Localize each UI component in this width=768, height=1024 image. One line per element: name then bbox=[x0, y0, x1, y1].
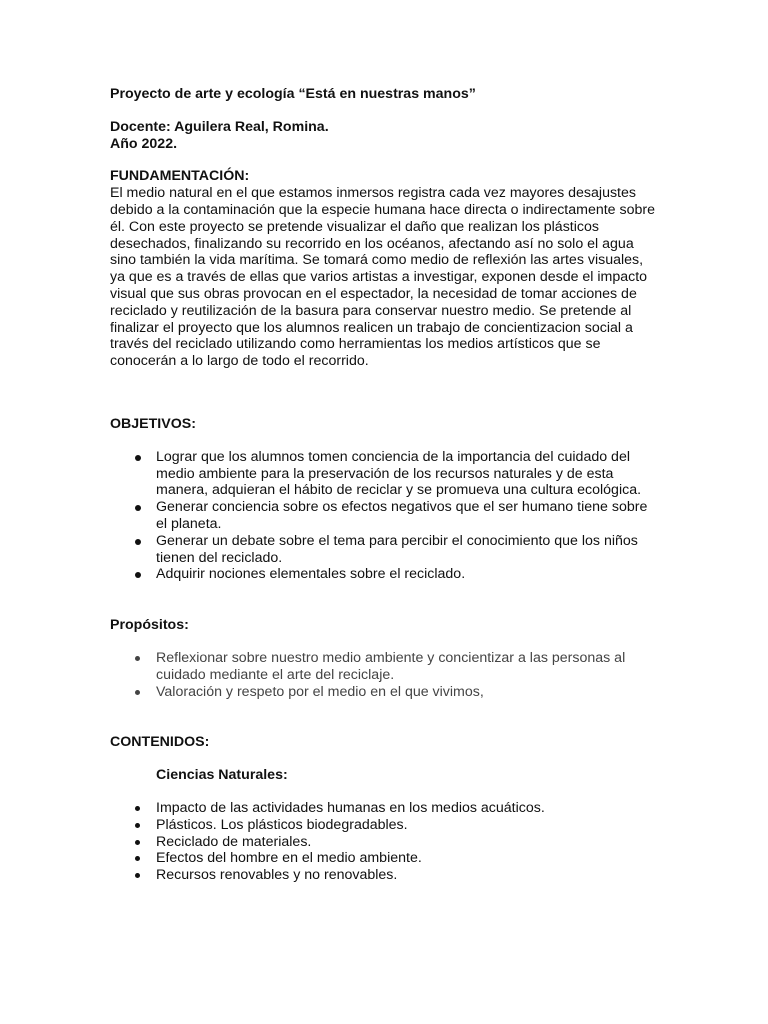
list-item: Generar conciencia sobre os efectos negativos que el ser humano tiene sobre el planeta. bbox=[110, 499, 658, 533]
propositos-list bbox=[110, 650, 658, 700]
list-item: Lograr que los alumnos tomen conciencia de la importancia del cuidado del medio ambiente para la preservación de los recursos naturales y de esta manera, adquieran el hábito de reciclar y se promueva una cultura ecológica. bbox=[110, 449, 658, 499]
contenidos-subheading: Ciencias Naturales: bbox=[156, 767, 288, 784]
propositos-heading: Propósitos: bbox=[110, 617, 189, 634]
list-item: Recursos renovables y no renovables. bbox=[110, 867, 658, 884]
list-item: Valoración y respeto por el medio en el que vivimos, bbox=[110, 684, 658, 701]
spacer bbox=[110, 784, 658, 800]
document-body bbox=[110, 86, 658, 884]
year-line: Año 2022. bbox=[110, 135, 178, 152]
fundamentacion-text: El medio natural en el que estamos inmersos registra cada vez mayores desajustes debido a la contaminación que la especie humana hace directa o indirectamente sobre él. Con este proyecto se pretende visualizar el daño que realizan los plásticos desechados, finalizando su recorrido en los océanos, afectando así no solo el agua sino también la vida marítima. Se tomará como medio de reflexión las artes visuales, ya que es a través de ellas que varios artistas a investigar, exponen desde el impacto visual que sus obras provocan en el espectador, la necesidad de tomar acciones de reciclado y reutilización de la basura para conservar nuestro medio. Se pretende al finalizar el proyecto que los alumnos realicen un trabajo de concientizacion social a través del reciclado utilizando como herramientas los medios artísticos que se conocerán a lo largo de todo el recorrido. bbox=[110, 185, 655, 370]
objetivos-list bbox=[110, 449, 658, 583]
contenidos-list bbox=[110, 800, 658, 884]
fundamentacion-heading: FUNDAMENTACIÓN: bbox=[110, 168, 250, 185]
spacer bbox=[110, 370, 658, 416]
spacer bbox=[110, 433, 658, 449]
list-item: Plásticos. Los plásticos biodegradables. bbox=[110, 817, 658, 834]
spacer bbox=[110, 700, 658, 734]
list-item: Adquirir nociones elementales sobre el reciclado. bbox=[110, 566, 658, 583]
list-item: Impacto de las actividades humanas en los medios acuáticos. bbox=[110, 800, 658, 817]
spacer bbox=[110, 634, 658, 650]
teacher-line: Docente: Aguilera Real, Romina. bbox=[110, 118, 329, 135]
spacer bbox=[110, 152, 658, 168]
spacer bbox=[110, 751, 658, 767]
document-title: Proyecto de arte y ecología “Está en nuestras manos” bbox=[110, 86, 476, 102]
list-item: Efectos del hombre en el medio ambiente. bbox=[110, 850, 658, 867]
spacer bbox=[110, 583, 658, 617]
spacer bbox=[110, 103, 658, 119]
objetivos-heading: OBJETIVOS: bbox=[110, 415, 196, 432]
contenidos-heading: CONTENIDOS: bbox=[110, 734, 210, 751]
list-item: Reciclado de materiales. bbox=[110, 834, 658, 851]
list-item: Generar un debate sobre el tema para percibir el conocimiento que los niños tienen del reciclado. bbox=[110, 533, 658, 567]
list-item: Reflexionar sobre nuestro medio ambiente y concientizar a las personas al cuidado mediante el arte del reciclaje. bbox=[110, 650, 658, 684]
